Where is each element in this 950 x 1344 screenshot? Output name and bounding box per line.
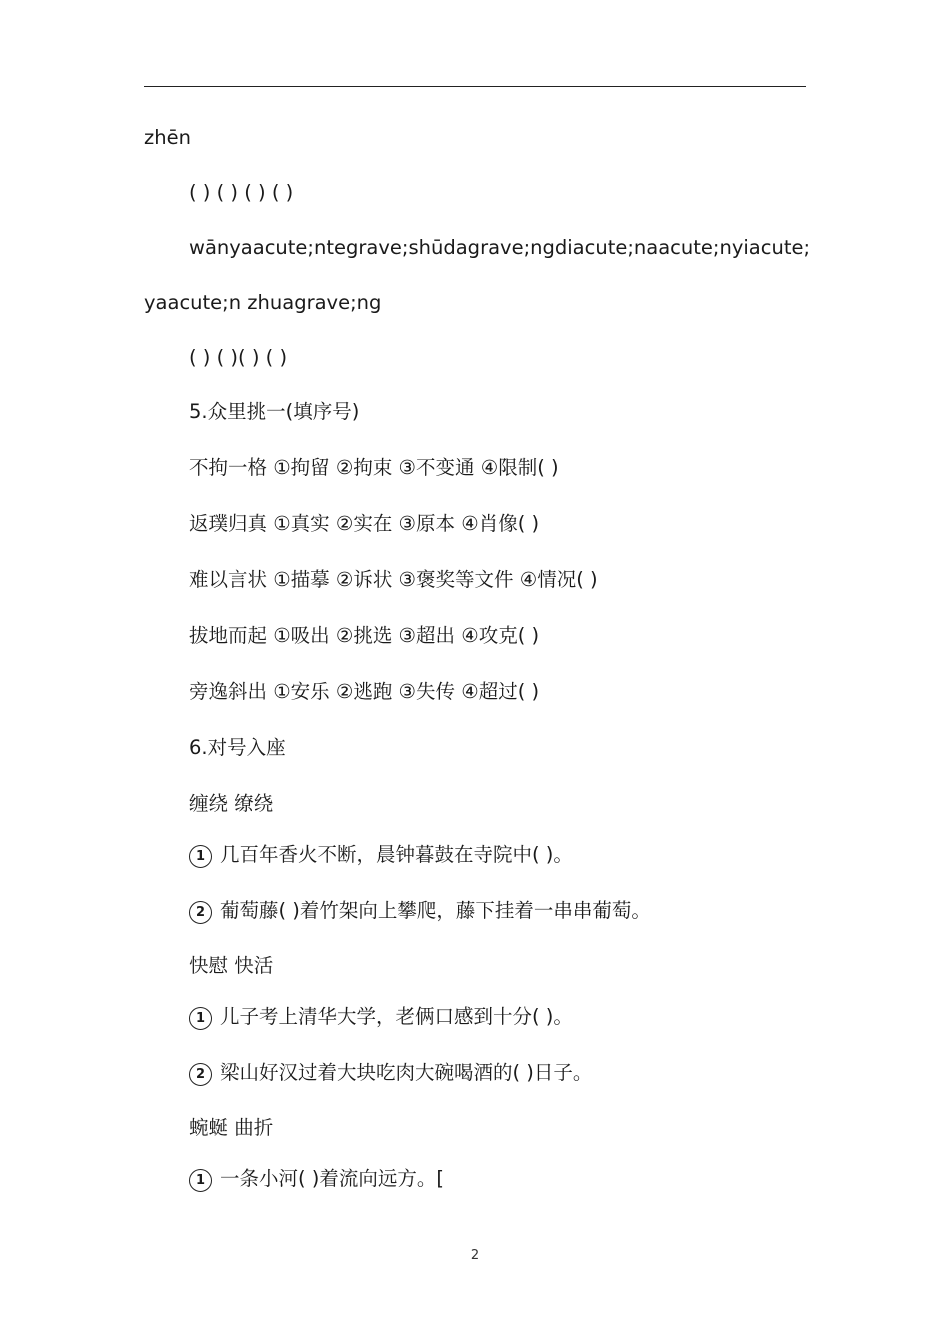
pinyin-word: shū [408,236,444,259]
idiom-question-1: 不拘一格 ①拘留 ②拘束 ③不变通 ④限制( ) [189,456,559,479]
pinyin-line-1 [189,236,811,259]
word-pair-3: 蜿蜒 曲折 [189,1116,274,1139]
sentence-2-2 [189,1061,592,1086]
section-6-heading: 6.对号入座 [189,736,286,759]
idiom-question-4: 拔地而起 ①吸出 ②挑选 ③超出 ④攻克( ) [189,624,540,647]
circled-number-2: 2 [189,1063,212,1086]
sentence-1-2 [189,899,651,924]
section-5-heading: 5.众里挑一(填序号) [189,400,360,423]
sentence-2-1 [189,1005,573,1030]
pinyin-word: wān [189,236,230,259]
word-pair-2: 快慰 快活 [189,954,274,977]
word-pair-1: 缠绕 缭绕 [189,792,274,815]
pinyin-zhen: zhēn [144,126,191,149]
pinyin-word: dagrave;ng [443,236,555,259]
sentence-3-1 [189,1167,444,1192]
circled-number-2: 2 [189,901,212,924]
pinyin-word: yiacute; [731,236,811,259]
sentence-text: 梁山好汉过着大块吃肉大碗喝酒的( )日子。 [220,1061,593,1084]
sentence-text: 儿子考上清华大学，老俩口感到十分( )。 [220,1005,573,1028]
circled-number-1: 1 [189,1007,212,1030]
pinyin-word: yaacute;n [229,236,327,259]
header-rule [144,86,806,87]
idiom-question-2: 返璞归真 ①真实 ②实在 ③原本 ④肖像( ) [189,512,540,535]
sentence-text: 几百年香火不断，晨钟暮鼓在寺院中( )。 [220,843,573,866]
idiom-question-5: 旁逸斜出 ①安乐 ②逃跑 ③失传 ④超过( ) [189,680,540,703]
sentence-text: 一条小河( )着流向远方。[ [220,1167,445,1190]
page-number: 2 [470,1248,480,1263]
blank-brackets-1: ( ) ( ) ( ) ( ) [189,181,294,204]
circled-number-1: 1 [189,845,212,868]
pinyin-word: naacute;n [633,236,732,259]
pinyin-word: tegrave; [326,236,409,259]
blank-brackets-2: ( ) ( )( ) ( ) [189,346,288,369]
sentence-1-1 [189,843,573,868]
sentence-text: 葡萄藤( )着竹架向上攀爬，藤下挂着一串串葡萄。 [220,899,651,922]
pinyin-line-2: yaacute;n zhuagrave;ng [144,291,382,314]
pinyin-word: diacute; [554,236,634,259]
idiom-question-3: 难以言状 ①描摹 ②诉状 ③褒奖等文件 ④情况( ) [189,568,598,591]
circled-number-1: 1 [189,1169,212,1192]
